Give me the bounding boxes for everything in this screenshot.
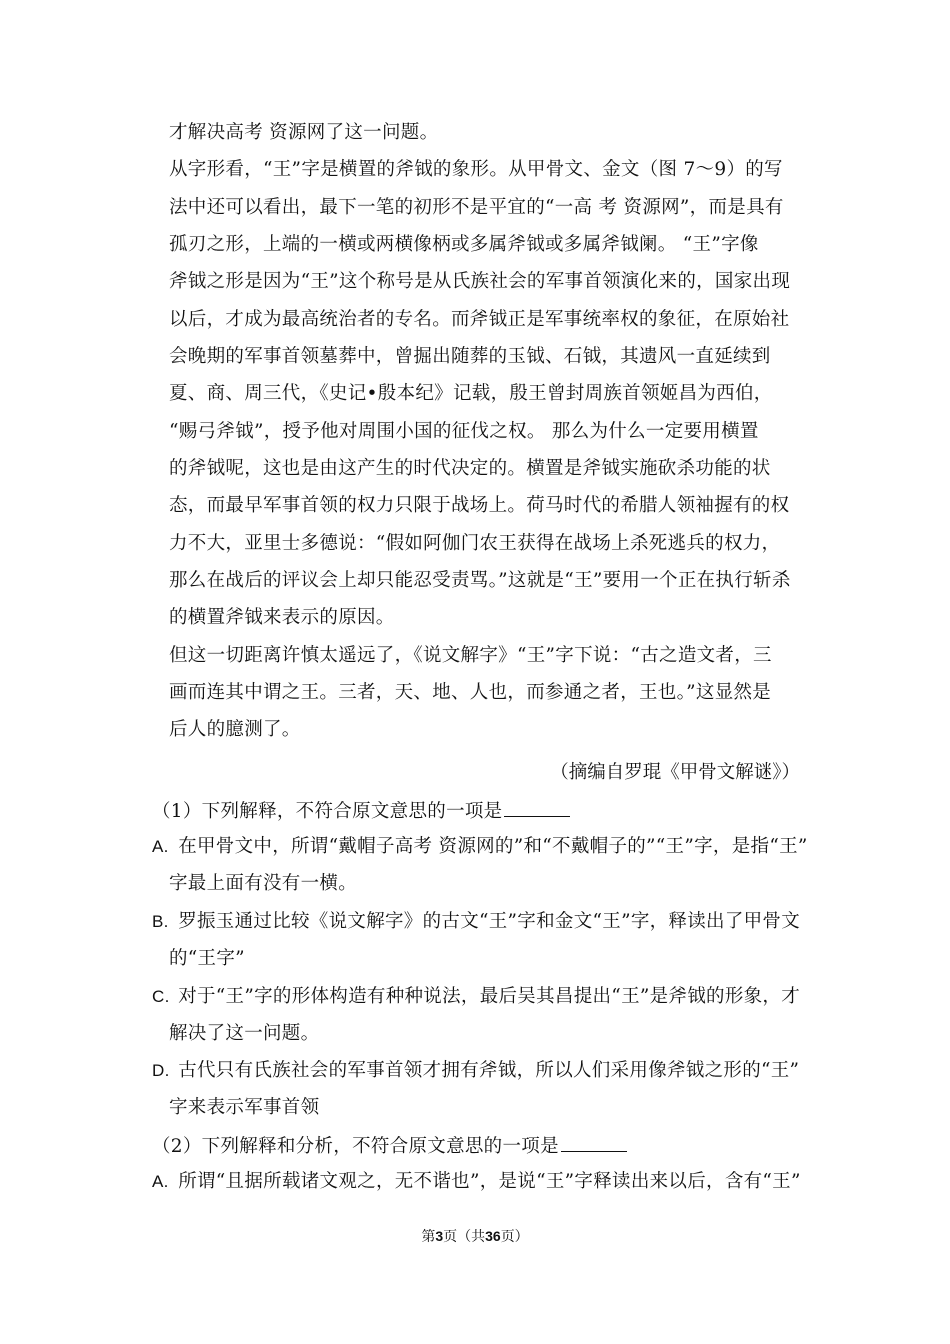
question-1-prompt	[152, 798, 570, 824]
passage-line: 的横置斧钺来表示的原因。	[169, 607, 395, 628]
passage-source: （摘编自罗琨《甲骨文解谜》）	[550, 762, 800, 783]
option-text: 所谓“且据所载诸文观之，无不谐也”，是说“王”字释读出来以后，含有“王”	[178, 1171, 801, 1192]
q1-option-a[interactable]	[152, 835, 808, 859]
passage-line: 夏、商、周三代，《史记•殷本纪》记载，殷王曾封周族首领姬昌为西伯，	[169, 383, 773, 404]
q1-option-c[interactable]	[152, 985, 800, 1009]
q2-option-a[interactable]	[152, 1170, 801, 1194]
q1-option-c-cont: 解决了这一问题。	[169, 1023, 320, 1044]
option-text: 在甲骨文中，所谓“戴帽子高考 资源网的”和“不戴帽子的”“王”字，是指“王”	[178, 836, 808, 857]
passage-line: 力不大，亚里士多德说：“假如阿伽门农王获得在战场上杀死逃兵的权力，	[169, 533, 781, 554]
q1-option-b-cont: 的“王字”	[169, 948, 245, 969]
option-text: 对于“王”字的形体构造有种种说法，最后吴其昌提出“王”是斧钺的形象，才	[178, 986, 801, 1007]
q1-option-d[interactable]	[152, 1059, 799, 1083]
passage-line: 会晚期的军事首领墓葬中，曾掘出随葬的玉钺、石钺，其遗风一直延续到	[169, 346, 771, 367]
question-2-prompt	[152, 1133, 627, 1159]
q1-option-a-cont: 字最上面有没有一横。	[169, 873, 358, 894]
option-label: D.	[152, 1061, 170, 1080]
page-number: 3	[435, 1228, 444, 1244]
option-label: A.	[152, 837, 169, 856]
passage-line: 孤刃之形，上端的一横或两横像柄或多属斧钺或多属斧钺阑。 “王”字像	[169, 234, 759, 255]
option-label: A.	[152, 1172, 169, 1191]
answer-blank[interactable]	[561, 1133, 627, 1152]
passage-line: 才解决高考 资源网了这一问题。	[169, 122, 439, 143]
passage-line: 从字形看，“王”字是横置的斧钺的象形。从甲骨文、金文（图 7～9）的写	[169, 159, 783, 180]
footer-middle: 页（共	[443, 1229, 486, 1245]
passage-line: 画而连其中谓之王。三者，天、地、人也，而参通之者，王也。”这显然是	[169, 682, 772, 703]
passage-line: 斧钺之形是因为“王”这个称号是从氏族社会的军事首领演化来的，国家出现	[169, 271, 791, 292]
page-footer	[0, 1226, 950, 1246]
question-1-text: （1）下列解释，不符合原文意思的一项是	[152, 801, 503, 822]
option-label: B.	[152, 912, 169, 931]
option-label: C.	[152, 987, 170, 1006]
passage-line: 后人的臆测了。	[169, 719, 301, 740]
answer-blank[interactable]	[504, 798, 570, 817]
passage-line: 态，而最早军事首领的权力只限于战场上。荷马时代的希腊人领袖握有的权	[169, 495, 790, 516]
option-text: 罗振玉通过比较《说文解字》的古文“王”字和金文“王”字，释读出了甲骨文	[178, 911, 801, 932]
passage-line: 法中还可以看出，最下一笔的初形不是平宜的“一高 考 资源网”，而是具有	[169, 197, 784, 218]
q1-option-b[interactable]	[152, 910, 800, 934]
footer-suffix: 页）	[500, 1229, 529, 1245]
passage-line: 的斧钺呢，这也是由这产生的时代决定的。横置是斧钺实施砍杀功能的状	[169, 458, 771, 479]
question-2-text: （2）下列解释和分析，不符合原文意思的一项是	[152, 1136, 559, 1157]
total-pages: 36	[485, 1228, 501, 1244]
passage-line: 但这一切距离许慎太遥远了，《说文解字》“王”字下说：“古之造文者，三	[169, 645, 772, 666]
passage-line: 那么在战后的评议会上却只能忍受责骂。”这就是“王”要用一个正在执行斩杀	[169, 570, 791, 591]
option-text: 古代只有氏族社会的军事首领才拥有斧钺，所以人们采用像斧钺之形的“王”	[178, 1060, 800, 1081]
q1-option-d-cont: 字来表示军事首领	[169, 1097, 320, 1118]
passage-line: “赐弓斧钺”，授予他对周围小国的征伐之权。 那么为什么一定要用横置	[169, 421, 759, 442]
passage-line: 以后，才成为最高统治者的专名。而斧钺正是军事统率权的象征，在原始社	[169, 309, 790, 330]
footer-prefix: 第	[421, 1229, 436, 1245]
